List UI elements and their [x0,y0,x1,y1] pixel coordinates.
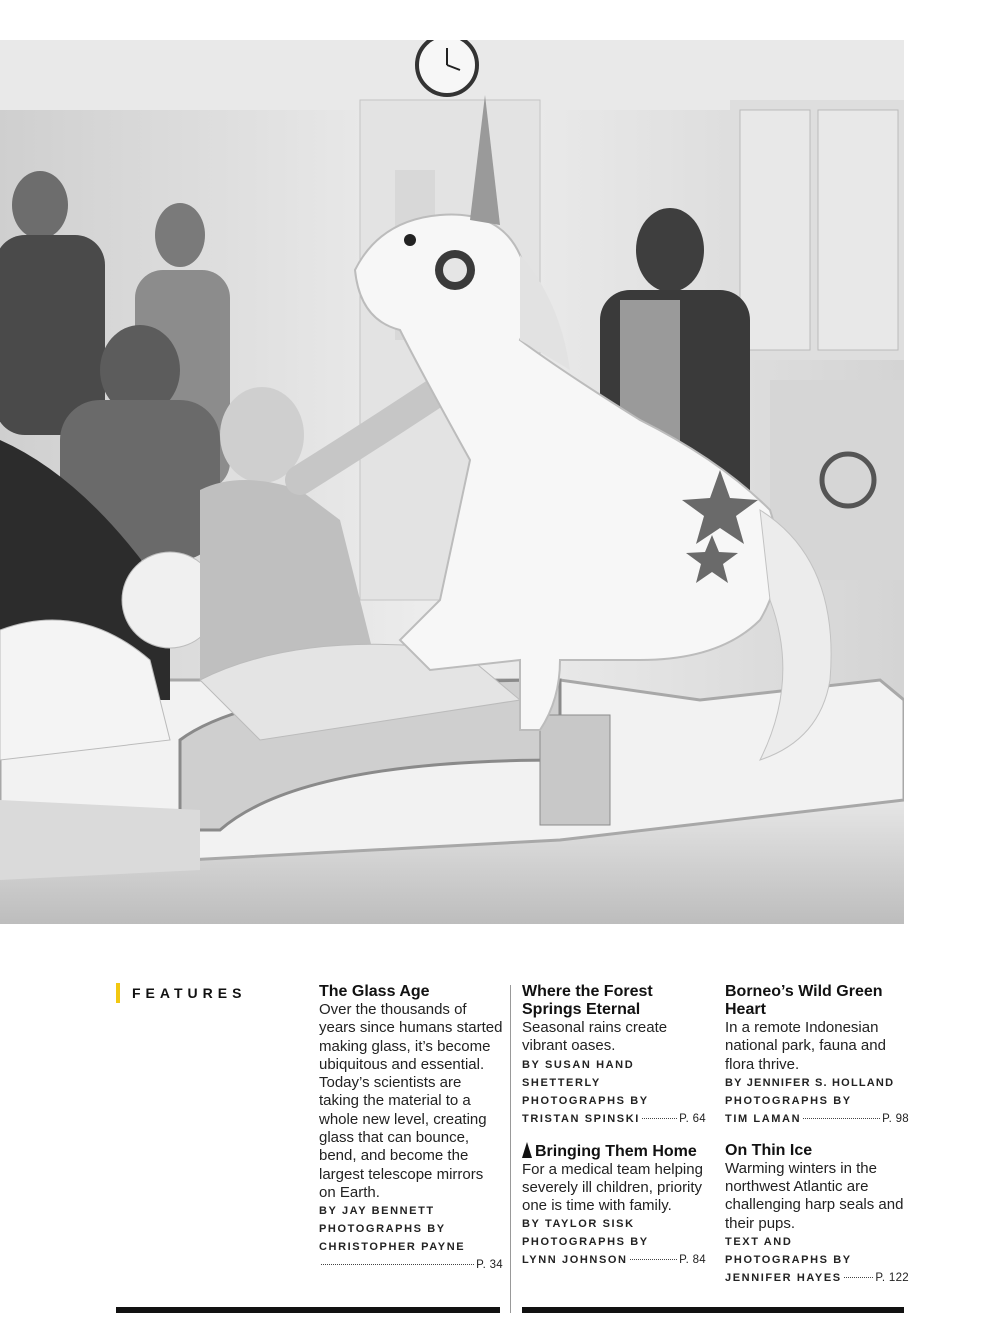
page-reference [522,1110,706,1128]
article-title: Bringing Them Home [535,1142,697,1160]
article-title: On Thin Ice [725,1141,813,1159]
article-credit: TRISTAN SPINSKI [522,1112,640,1125]
column-divider [510,985,511,1313]
page-number: P. 98 [882,1112,909,1125]
feature-photo [0,40,904,924]
page-reference [725,1269,909,1287]
article-description: Warming winters in the northwest Atlantic are challenging harp seals and their pups. [725,1159,904,1232]
article-on-thin-ice[interactable] [725,1142,909,1287]
article-description: In a remote Indonesian national park, fauna and flora thrive. [725,1019,886,1073]
dot-leader [321,1264,474,1265]
article-credit: LYNN JOHNSON [522,1254,628,1267]
article-credit: BY JENNIFER S. HOLLAND [725,1076,895,1089]
article-credit: PHOTOGRAPHS BY [725,1094,852,1107]
page-number: P. 84 [679,1254,706,1267]
article-credit: CHRISTOPHER PAYNE [319,1241,466,1254]
page-reference [725,1110,909,1128]
page-reference [522,1251,706,1269]
triangle-icon [522,1142,532,1158]
article-credit: PHOTOGRAPHS BY [319,1223,446,1236]
article-column-2 [522,983,706,1269]
article-forest-springs[interactable] [522,983,706,1128]
accent-bar [116,983,120,1003]
article-column-3 [725,983,909,1287]
article-title: The Glass Age [319,983,430,1000]
article-credit: BY TAYLOR SISK [522,1218,635,1231]
article-credit: PHOTOGRAPHS BY [522,1094,649,1107]
features-heading: FEATURES [132,985,247,1001]
article-title: Where the Forest Springs Eternal [522,983,653,1018]
dot-leader [803,1118,880,1119]
article-credit: TIM LAMAN [725,1112,802,1125]
article-credit: SHETTERLY [522,1076,601,1089]
page-number: P. 64 [679,1112,706,1125]
hospital-room-photo [0,40,904,924]
article-credit: JENNIFER HAYES [725,1272,842,1285]
article-description: Over the thousands of years since humans started making glass, it’s become ubiquitous and essential. Today’s scientists are taking the material to a whole new level, creating glass that can bounce, bend, and become the largest telescope mirrors on Earth. [319,1001,503,1201]
article-description: For a medical team helping severely ill children, priority one is time with family. [522,1160,703,1215]
article-title: Borneo’s Wild Green Heart [725,983,883,1018]
article-credit: TEXT AND [725,1236,793,1249]
article-borneo[interactable] [725,983,909,1128]
page-number: P. 122 [875,1272,909,1285]
dot-leader [630,1259,678,1260]
page-reference [319,1256,503,1274]
bottom-rule-right [522,1307,904,1313]
article-bringing-them-home[interactable] [522,1142,706,1270]
article-credit: PHOTOGRAPHS BY [725,1254,852,1267]
article-credit: BY JAY BENNETT [319,1205,435,1218]
features-section-label [116,983,246,1003]
bottom-rule-left [116,1307,500,1313]
article-description: Seasonal rains create vibrant oases. [522,1019,668,1055]
dot-leader [844,1277,874,1278]
page-number: P. 34 [476,1259,503,1272]
dot-leader [642,1118,677,1119]
article-credit: PHOTOGRAPHS BY [522,1236,649,1249]
article-credit: BY SUSAN HAND [522,1058,635,1071]
article-title-row [522,1142,706,1161]
article-column-1 [319,983,503,1274]
article-glass-age[interactable] [319,983,503,1274]
